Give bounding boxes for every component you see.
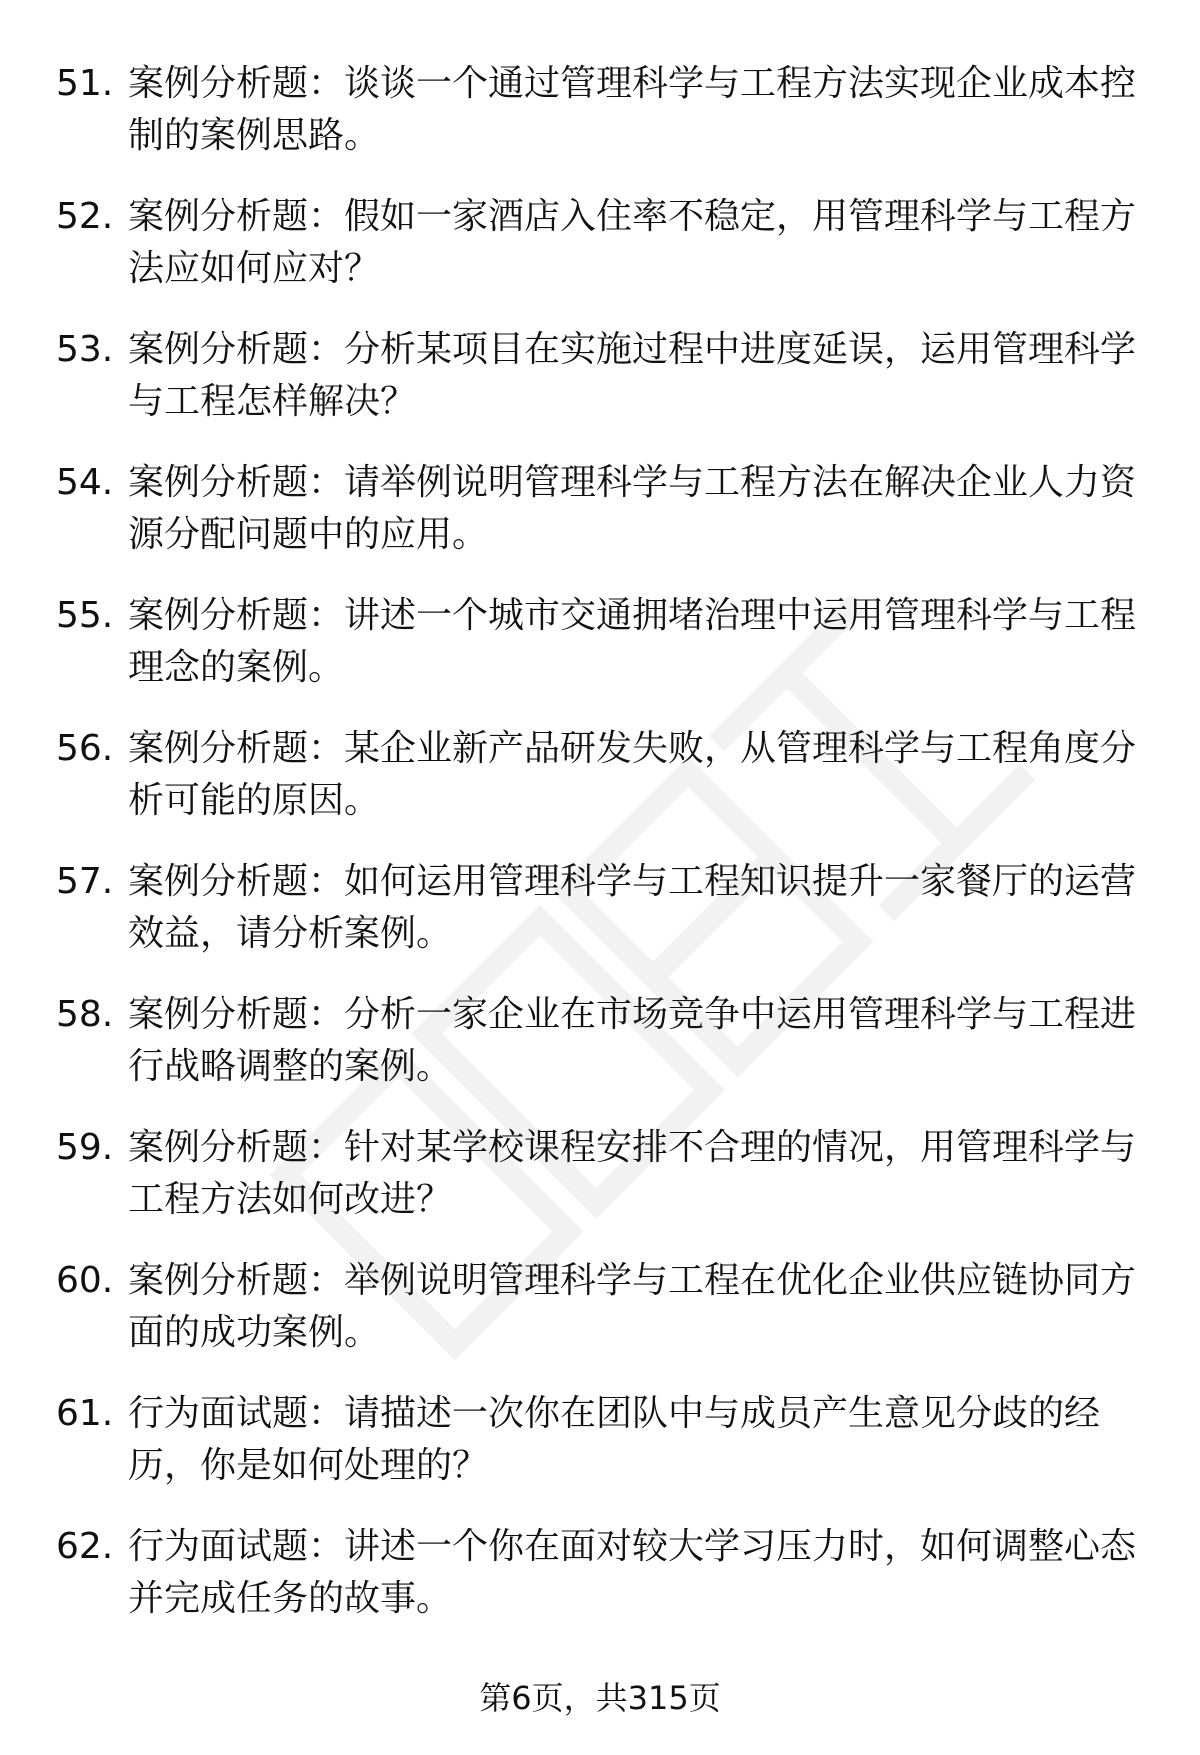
question-item xyxy=(56,856,1142,960)
question-item xyxy=(56,324,1142,428)
question-item xyxy=(56,723,1142,827)
question-text: 案例分析题：谈谈一个通过管理科学与工程方法实现企业成本控制的案例思路。 xyxy=(128,63,1137,156)
question-number: 60. xyxy=(56,1260,114,1301)
question-item xyxy=(56,1521,1142,1625)
question-text: 案例分析题：针对某学校课程安排不合理的情况，用管理科学与工程方法如何改进？ xyxy=(128,1127,1137,1220)
question-number: 57. xyxy=(56,861,114,902)
question-number: 58. xyxy=(56,994,114,1035)
question-text: 案例分析题：分析某项目在实施过程中进度延误，运用管理科学与工程怎样解决？ xyxy=(128,329,1137,422)
question-text: 案例分析题：讲述一个城市交通拥堵治理中运用管理科学与工程理念的案例。 xyxy=(128,595,1137,688)
question-text: 案例分析题：假如一家酒店入住率不稳定，用管理科学与工程方法应如何应对？ xyxy=(128,196,1137,289)
question-item xyxy=(56,457,1142,561)
question-number: 62. xyxy=(56,1526,114,1567)
question-text: 案例分析题：请举例说明管理科学与工程方法在解决企业人力资源分配问题中的应用。 xyxy=(128,462,1137,555)
question-text: 行为面试题：讲述一个你在面对较大学习压力时，如何调整心态并完成任务的故事。 xyxy=(128,1526,1137,1619)
question-item xyxy=(56,58,1142,162)
question-item xyxy=(56,590,1142,694)
question-text: 案例分析题：如何运用管理科学与工程知识提升一家餐厅的运营效益，请分析案例。 xyxy=(128,861,1137,954)
question-item xyxy=(56,1388,1142,1492)
question-text: 案例分析题：某企业新产品研发失败，从管理科学与工程角度分析可能的原因。 xyxy=(128,728,1137,821)
question-number: 52. xyxy=(56,196,114,237)
question-number: 55. xyxy=(56,595,114,636)
question-number: 53. xyxy=(56,329,114,370)
question-text: 案例分析题：分析一家企业在市场竞争中运用管理科学与工程进行战略调整的案例。 xyxy=(128,994,1137,1087)
question-number: 54. xyxy=(56,462,114,503)
question-item xyxy=(56,989,1142,1093)
question-number: 59. xyxy=(56,1127,114,1168)
question-item xyxy=(56,1255,1142,1359)
question-item xyxy=(56,191,1142,295)
question-number: 61. xyxy=(56,1393,114,1434)
page-footer: 第6页，共315页 xyxy=(479,1679,721,1717)
question-text: 案例分析题：举例说明管理科学与工程在优化企业供应链协同方面的成功案例。 xyxy=(128,1260,1137,1353)
question-number: 51. xyxy=(56,63,114,104)
question-item xyxy=(56,1122,1142,1226)
question-number: 56. xyxy=(56,728,114,769)
question-list xyxy=(56,58,1142,1654)
question-text: 行为面试题：请描述一次你在团队中与成员产生意见分歧的经历，你是如何处理的？ xyxy=(128,1393,1101,1486)
